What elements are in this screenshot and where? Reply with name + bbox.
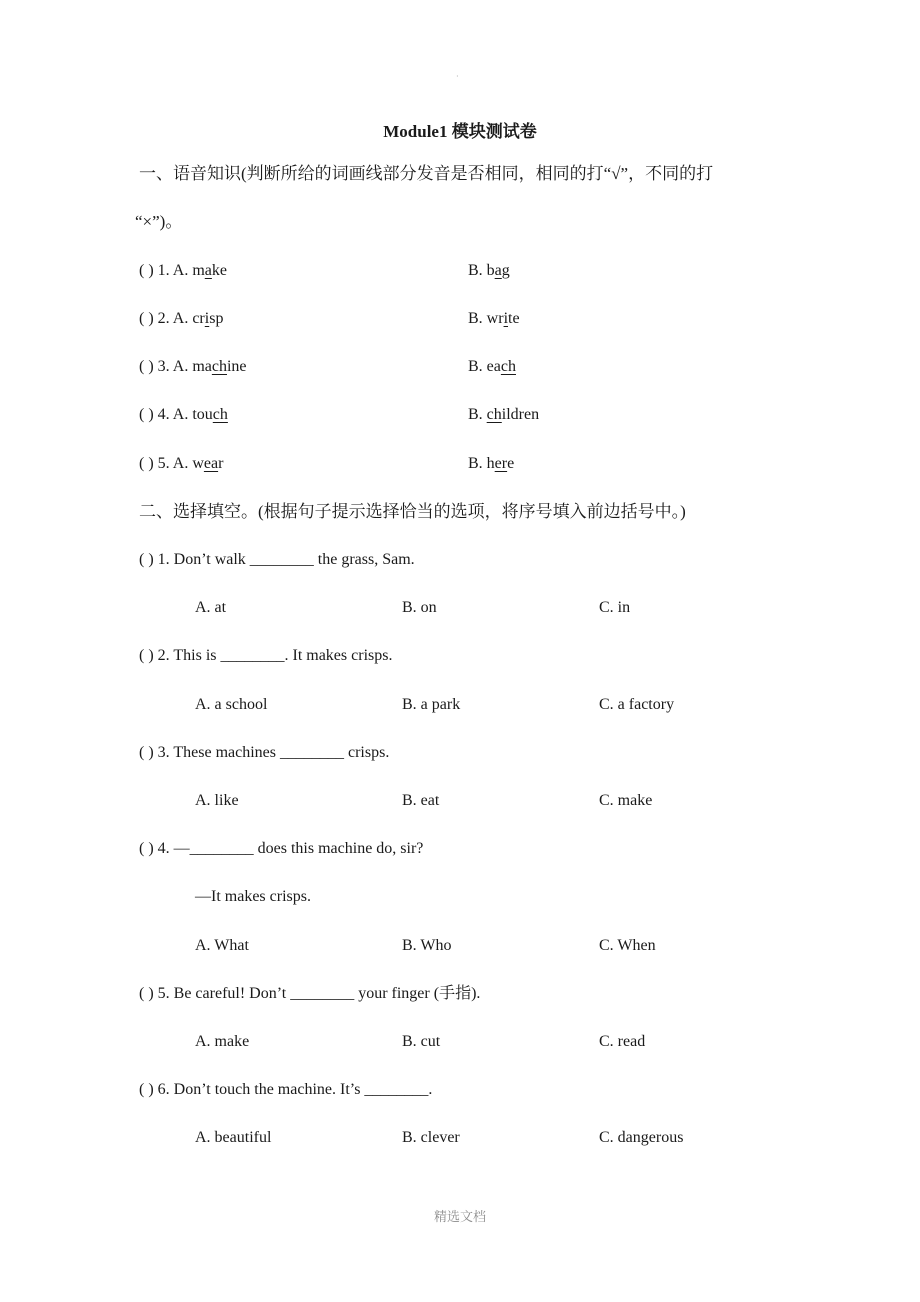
- phonics-item-3b: B. each: [468, 358, 516, 375]
- question-3-stem: ( ) 3. These machines ________ crisps.: [139, 744, 390, 761]
- question-2-option-a: A. a school: [195, 696, 268, 713]
- phonics-item-1b: B. bag: [468, 262, 510, 279]
- phonics-item-5b: B. here: [468, 455, 515, 472]
- question-4-answer-line: —It makes crisps.: [195, 888, 311, 905]
- section1-instruction-line1: 一、语音知识(判断所给的词画线部分发音是否相同，相同的打“√”，不同的打: [139, 164, 714, 183]
- question-3-option-c: C. make: [599, 792, 653, 809]
- question-3-option-a: A. like: [195, 792, 239, 809]
- question-6-option-c: C. dangerous: [599, 1129, 684, 1146]
- page-footer: 精选文档: [433, 1209, 486, 1224]
- question-5-stem: ( ) 5. Be careful! Don’t ________ your finger (手指).: [139, 985, 481, 1002]
- question-5-option-a: A. make: [195, 1033, 250, 1050]
- question-4-stem: ( ) 4. —________ does this machine do, sir?: [139, 840, 424, 857]
- question-4-option-b: B. Who: [402, 937, 452, 954]
- question-2-option-b: B. a park: [402, 696, 461, 713]
- question-6-stem: ( ) 6. Don’t touch the machine. It’s ________.: [139, 1081, 433, 1098]
- phonics-item-2b: B. write: [468, 310, 520, 327]
- phonics-item-4b: B. children: [468, 406, 540, 423]
- header-dot: ·: [456, 72, 459, 81]
- phonics-item-5a: ( ) 5. A. wear: [139, 455, 224, 472]
- question-2-option-c: C. a factory: [599, 696, 675, 713]
- section1-instruction-line2: “×”)。: [135, 212, 183, 231]
- section2-instruction: 二、选择填空。(根据句子提示选择恰当的选项，将序号填入前边括号中。): [139, 502, 686, 521]
- question-2-stem: ( ) 2. This is ________. It makes crisps.: [139, 647, 393, 664]
- question-4-option-c: C. When: [599, 937, 656, 954]
- question-4-option-a: A. What: [195, 937, 249, 954]
- question-1-stem: ( ) 1. Don’t walk ________ the grass, Sam.: [139, 551, 415, 568]
- question-1-option-b: B. on: [402, 599, 437, 616]
- phonics-item-3a: ( ) 3. A. machine: [139, 358, 247, 375]
- question-1-option-c: C. in: [599, 599, 631, 616]
- question-5-option-c: C. read: [599, 1033, 646, 1050]
- question-6-option-a: A. beautiful: [195, 1129, 272, 1146]
- question-3-option-b: B. eat: [402, 792, 440, 809]
- question-6-option-b: B. clever: [402, 1129, 460, 1146]
- phonics-item-4a: ( ) 4. A. touch: [139, 406, 228, 423]
- phonics-item-2a: ( ) 2. A. crisp: [139, 310, 224, 327]
- question-5-option-b: B. cut: [402, 1033, 441, 1050]
- phonics-item-1a: ( ) 1. A. make: [139, 262, 227, 279]
- question-1-option-a: A. at: [195, 599, 227, 616]
- page-title: Module1 模块测试卷: [383, 122, 537, 141]
